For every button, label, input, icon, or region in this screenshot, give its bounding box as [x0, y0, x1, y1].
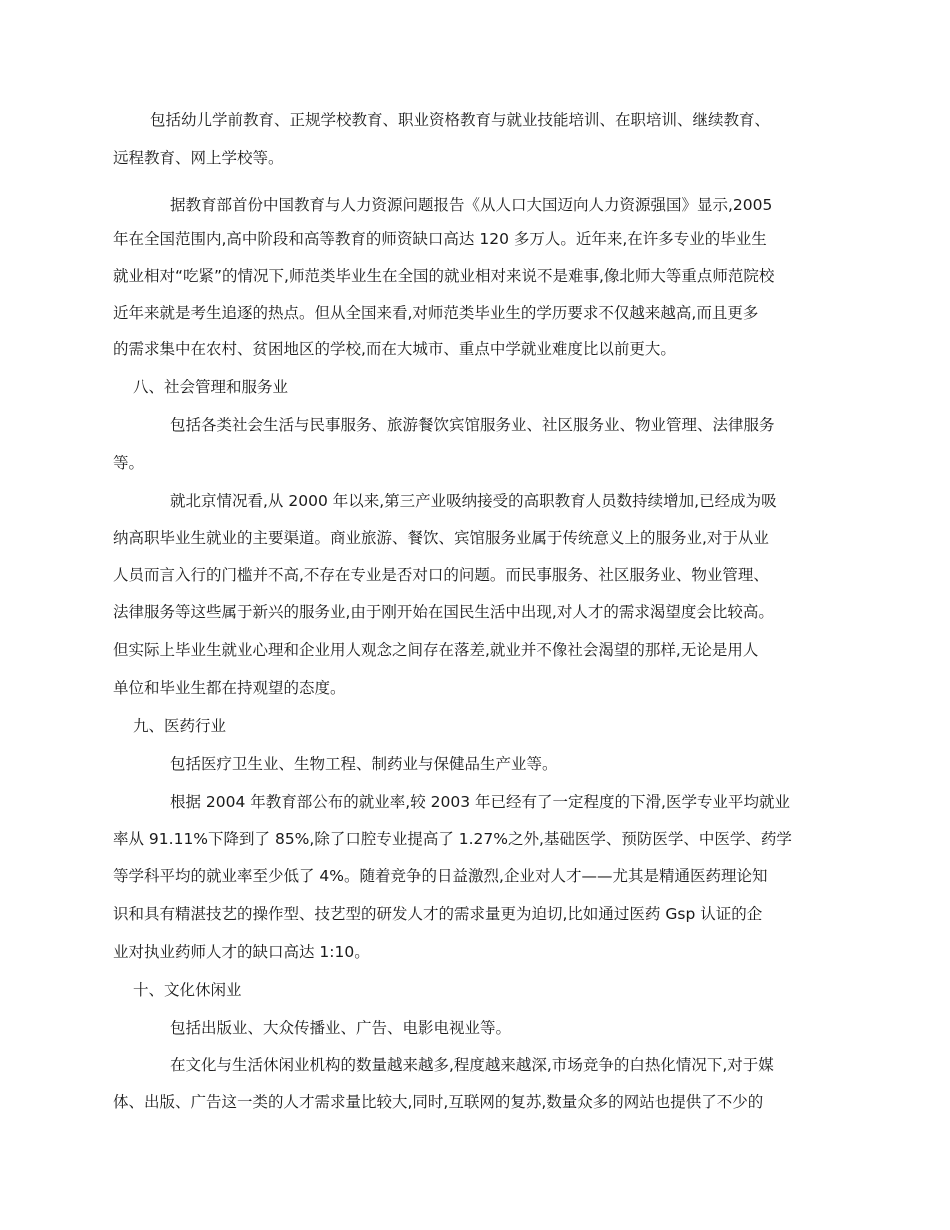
text-line: 法律服务等这些属于新兴的服务业,由于刚开始在国民生活中出现,对人才的需求渴望度会比较高。	[113, 603, 774, 621]
text-line: 业对执业药师人才的缺口高达 1:10。	[113, 943, 370, 961]
text-line: 纳高职毕业生就业的主要渠道。商业旅游、餐饮、宾馆服务业属于传统意义上的服务业,对于从业	[113, 529, 769, 547]
text-line: 年在全国范围内,高中阶段和高等教育的师资缺口高达 120 多万人。近年来,在许多专业的毕业生	[113, 230, 767, 248]
section-heading: 九、医药行业	[133, 717, 227, 735]
text-line: 识和具有精湛技艺的操作型、技艺型的研发人才的需求量更为迫切,比如通过医药 Gsp 认证的企	[113, 905, 763, 923]
text-line: 远程教育、网上学校等。	[113, 149, 284, 167]
text-line: 等。	[113, 454, 145, 472]
text-line: 就业相对“吃紧”的情况下,师范类毕业生在全国的就业相对来说不是难事,像北师大等重点师范院校	[113, 267, 775, 285]
text-line: 在文化与生活休闲业机构的数量越来越多,程度越来越深,市场竞争的白热化情况下,对于媒	[170, 1056, 774, 1074]
text-line: 等学科平均的就业率至少低了 4%。随着竞争的日益激烈,企业对人才——尤其是精通医药理论知	[113, 867, 768, 885]
text-line: 的需求集中在农村、贫困地区的学校,而在大城市、重点中学就业难度比以前更大。	[113, 340, 676, 358]
text-line: 包括各类社会生活与民事服务、旅游餐饮宾馆服务业、社区服务业、物业管理、法律服务	[170, 416, 775, 434]
text-line: 包括医疗卫生业、生物工程、制药业与保健品生产业等。	[170, 755, 558, 773]
section-heading: 十、文化休闲业	[133, 981, 242, 999]
text-line: 率从 91.11%下降到了 85%,除了口腔专业提高了 1.27%之外,基础医学、预防医学、中医学、药学	[113, 830, 792, 848]
text-line: 根据 2004 年教育部公布的就业率,较 2003 年已经有了一定程度的下滑,医学专业平均就业	[170, 793, 790, 811]
text-line: 但实际上毕业生就业心理和企业用人观念之间存在落差,就业并不像社会渴望的那样,无论是用人	[113, 641, 759, 659]
section-heading: 八、社会管理和服务业	[133, 378, 289, 396]
text-line: 就北京情况看,从 2000 年以来,第三产业吸纳接受的高职教育人员数持续增加,已经成为吸	[170, 492, 777, 510]
text-line: 单位和毕业生都在持观望的态度。	[113, 679, 346, 697]
text-line: 近年来就是考生追逐的热点。但从全国来看,对师范类毕业生的学历要求不仅越来越高,而且更多	[113, 304, 759, 322]
text-line: 包括出版业、大众传播业、广告、电影电视业等。	[170, 1019, 512, 1037]
text-line: 体、出版、广告这一类的人才需求量比较大,同时,互联网的复苏,数量众多的网站也提供了不少的	[113, 1093, 764, 1111]
text-line: 人员而言入行的门槛并不高,不存在专业是否对口的问题。而民事服务、社区服务业、物业管理、	[113, 566, 769, 584]
text-line: 包括幼儿学前教育、正规学校教育、职业资格教育与就业技能培训、在职培训、继续教育、	[150, 111, 771, 129]
text-line: 据教育部首份中国教育与人力资源问题报告《从人口大国迈向人力资源强国》显示,2005	[170, 196, 773, 214]
